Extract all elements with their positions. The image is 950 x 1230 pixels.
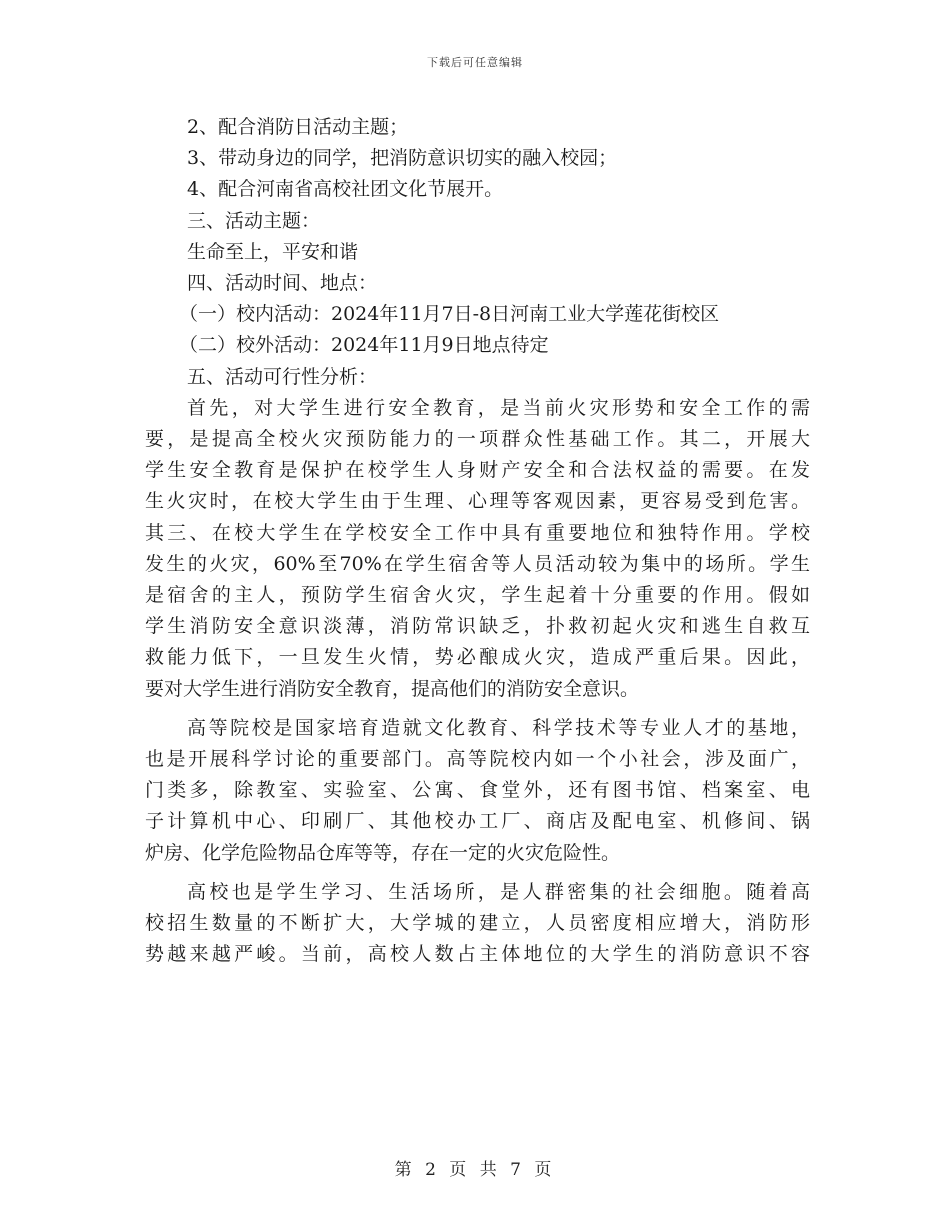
paragraph-line: 炉房、化学危险物品仓库等等，存在一定的火灾危险性。 xyxy=(145,841,621,864)
theme-text: 生命至上，平安和谐 xyxy=(187,240,359,263)
list-item: 2、配合消防日活动主题； xyxy=(187,116,409,138)
list-item: （一）校内活动：2024年11月7日-8日河南工业大学莲花街校区 xyxy=(179,303,720,326)
page-header: 下载后可任意编辑 xyxy=(427,56,523,69)
paragraph-line: 势越来越严峻。当前，高校人数占主体地位的大学生的消防意识不容 xyxy=(145,943,810,966)
document-body xyxy=(145,112,810,970)
paragraph-line: 发生的火灾，60%至70%在学生宿舍等人员活动较为集中的场所。学生 xyxy=(145,552,810,575)
paragraph-line: 生火灾时，在校大学生由于生理、心理等客观因素，更容易受到危害。 xyxy=(145,490,810,513)
paragraph xyxy=(145,393,810,705)
paragraph-line: 学生安全教育是保护在校学生人身财产安全和合法权益的需要。在发 xyxy=(145,459,810,482)
page-number: 第 2 页 共 7 页 xyxy=(394,1160,556,1180)
paragraph-line: 子计算机中心、印刷厂、其他校办工厂、商店及配电室、机修间、锅 xyxy=(145,810,810,833)
list-item: 3、带动身边的同学，把消防意识切实的融入校园； xyxy=(187,147,618,170)
paragraph-line: 要，是提高全校火灾预防能力的一项群众性基础工作。其二，开展大 xyxy=(145,428,810,451)
list-item: （二）校外活动：2024年11月9日地点待定 xyxy=(179,334,549,357)
paragraph-line: 高等院校是国家培育造就文化教育、科学技术等专业人才的基地， xyxy=(187,716,810,739)
section-heading: 四、活动时间、地点： xyxy=(187,272,378,295)
paragraph-line: 是宿舍的主人，预防学生宿舍火灾，学生起着十分重要的作用。假如 xyxy=(145,584,810,607)
paragraph-line: 也是开展科学讨论的重要部门。高等院校内如一个小社会，涉及面广， xyxy=(145,748,810,771)
paragraph-line: 要对大学生进行消防安全教育，提高他们的消防安全意识。 xyxy=(145,677,640,700)
section-heading: 三、活动主题： xyxy=(187,209,321,232)
paragraph-line: 学生消防安全意识淡薄，消防常识缺乏，扑救初起火灾和逃生自救互 xyxy=(145,615,810,638)
paragraph-line: 高校也是学生学习、生活场所，是人群密集的社会细胞。随着高 xyxy=(187,880,810,903)
paragraph-line: 其三、在校大学生在学校安全工作中具有重要地位和独特作用。学校 xyxy=(145,521,810,544)
section-heading: 五、活动可行性分析： xyxy=(187,365,378,388)
paragraph-line: 校招生数量的不断扩大，大学城的建立，人员密度相应增大，消防形 xyxy=(145,912,810,935)
paragraph xyxy=(145,713,810,869)
list-item: 4、配合河南省高校社团文化节展开。 xyxy=(187,178,504,201)
paragraph-line: 救能力低下，一旦发生火情，势必酿成火灾，造成严重后果。因此， xyxy=(145,646,810,669)
paragraph-line: 首先，对大学生进行安全教育，是当前火灾形势和安全工作的需 xyxy=(187,396,810,419)
paragraph xyxy=(145,877,810,971)
paragraph-line: 门类多，除教室、实验室、公寓、食堂外，还有图书馆、档案室、电 xyxy=(145,779,810,802)
